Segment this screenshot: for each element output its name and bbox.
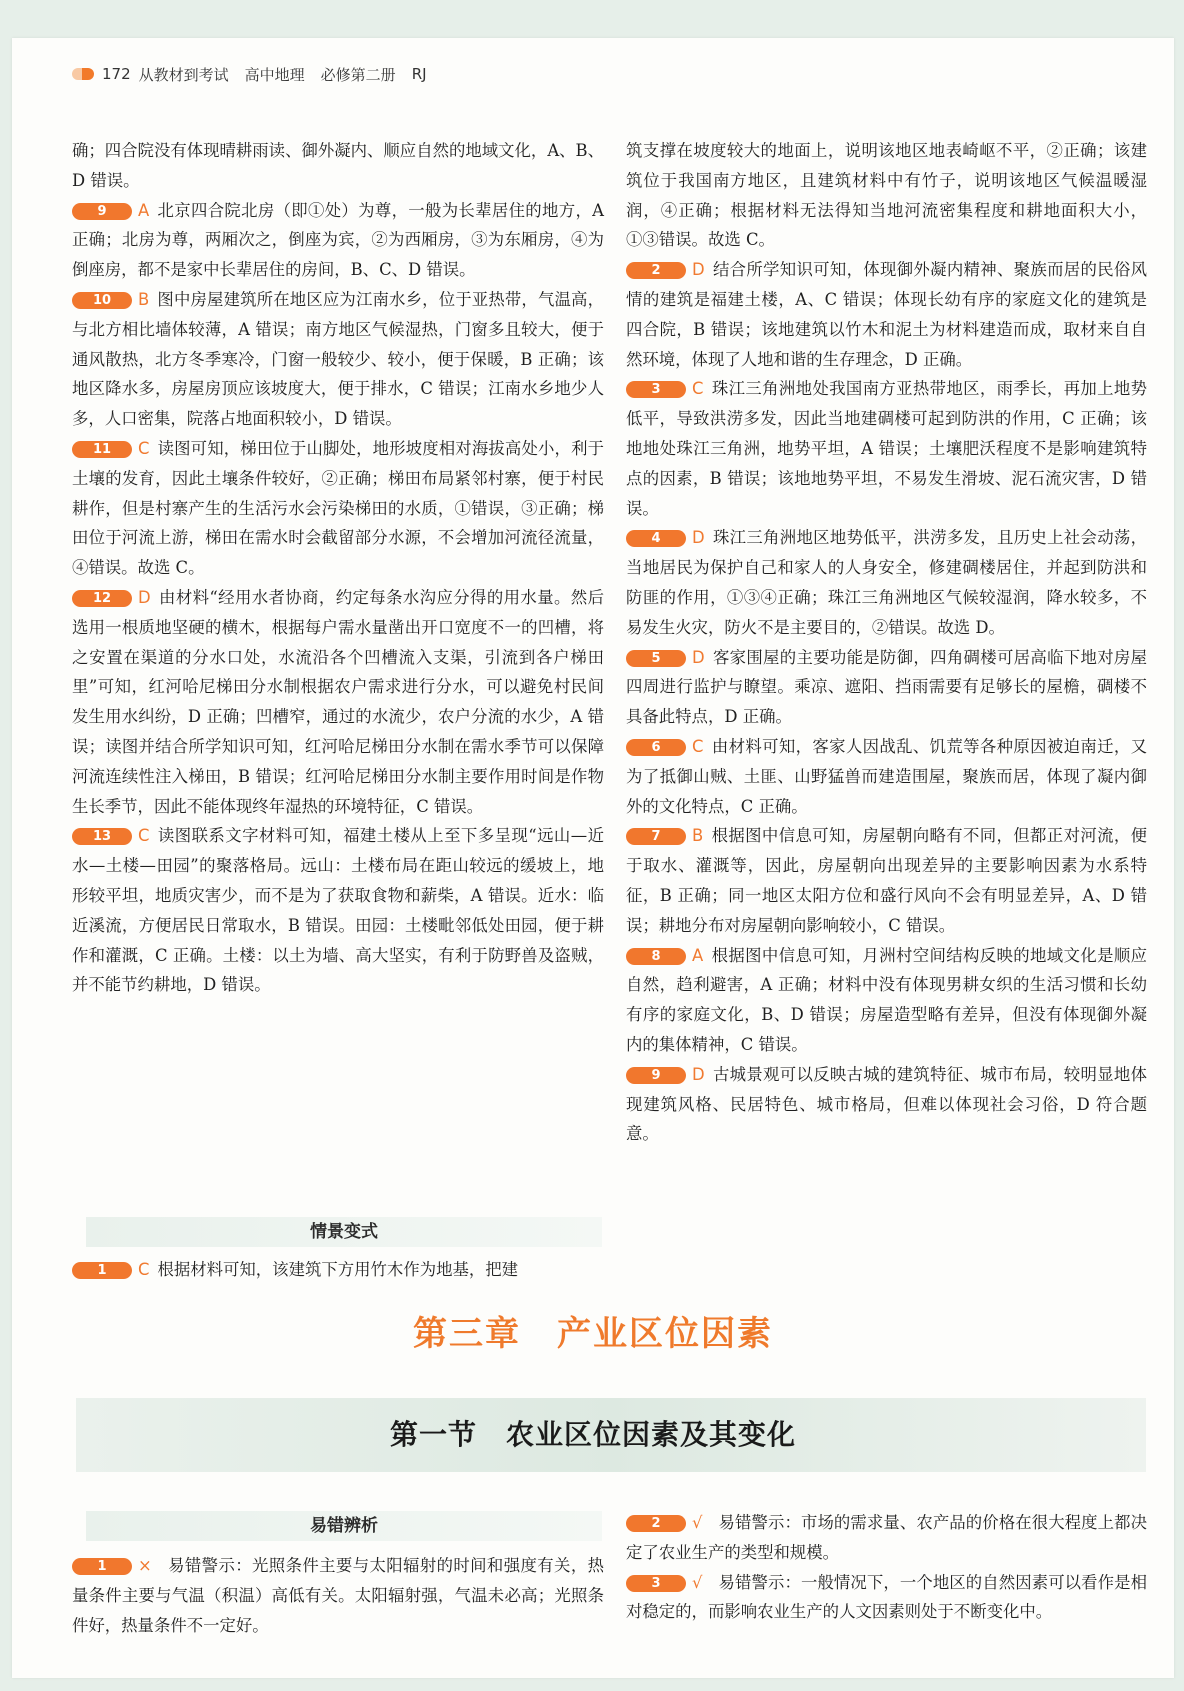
answer-explanation: 古城景观可以反映古城的建筑特征、城市布局，较明显地体现建筑风格、民居特色、城市格局，但难以体现社会习俗，D 符合题意。 xyxy=(626,1064,1147,1144)
error-entry xyxy=(72,1551,604,1640)
answer-explanation: 客家围屋的主要功能是防御，四角碉楼可居高临下地对房屋四周进行监护与瞭望。乘凉、遮阳、挡雨需要有足够长的屋檐，碉楼不具备此特点，D 正确。 xyxy=(626,647,1147,727)
answer-letter: C xyxy=(692,736,704,756)
question-number-badge: 4 xyxy=(626,530,686,547)
question-number-badge: 13 xyxy=(72,828,132,845)
question-number-badge: 6 xyxy=(626,739,686,756)
question-number-badge: 9 xyxy=(72,203,132,220)
question-number-badge: 3 xyxy=(626,1575,686,1592)
question-number-badge: 8 xyxy=(626,948,686,965)
answer-explanation: 根据材料可知，该建筑下方用竹木作为地基，把建 xyxy=(157,1260,519,1279)
answer-explanation: 结合所学知识可知，体现御外凝内精神、聚族而居的民俗风情的建筑是福建土楼，A、C 错误；体现长幼有序的家庭文化的建筑是四合院，B 错误；该地建筑以竹木和泥土为材料建造而成，取材来自自然环境，体现了人地和谐的生存理念，D 正确。 xyxy=(626,260,1147,369)
question-number-badge: 7 xyxy=(626,828,686,845)
variant-entry xyxy=(72,1255,604,1285)
error-entry xyxy=(626,1508,1147,1568)
right-intro: 筑支撑在坡度较大的地面上，说明该地区地表崎岖不平，②正确；该建筑位于我国南方地区，且建筑材料中有竹子，说明该地区气候温暖湿润，④正确；根据材料无法得知当地河流密集程度和耕地面积大小，①③错误。故选 C。 xyxy=(626,141,1147,250)
answer-entry xyxy=(626,643,1147,732)
subject-label: 高中地理 xyxy=(244,65,305,84)
answer-explanation: 读图联系文字材料可知，福建土楼从上至下多呈现“远山—近水—土楼—田园”的聚落格局。远山：土楼布局在距山较远的缓坡上，地形较平坦，地质灾害少，而不是为了获取食物和薪柴，A 错误。近水：临近溪流，方便居民日常取水，B 错误。田园：土楼毗邻低处田园，便于耕作和灌溉，C 正确。土楼：以土为墙、高大坚实，有利于防野兽及盗贼，并不能节约耕地，D 错误。 xyxy=(72,826,604,995)
right-column xyxy=(626,136,1147,1149)
answer-letter: C xyxy=(692,379,704,399)
error-analysis-left xyxy=(72,1551,604,1640)
answer-explanation: 根据图中信息可知，月洲村空间结构反映的地域文化是顺应自然，趋利避害，A 正确；材料中没有体现男耕女织的生活习惯和长幼有序的家庭文化，B、D 错误；房屋造型略有差异，但没有体现御外凝内的集体精神，C 错误。 xyxy=(626,945,1147,1054)
answer-entry xyxy=(72,821,604,1000)
answer-letter: B xyxy=(692,826,704,846)
judgement-mark: √ xyxy=(692,1572,703,1592)
error-explanation: 易错警示：光照条件主要与太阳辐射的时间和强度有关，热量条件主要与气温（积温）高低有关。太阳辐射强，气温未必高；光照条件好，热量条件不一定好。 xyxy=(72,1556,604,1635)
answer-explanation: 珠江三角洲地区地势低平，洪涝多发，且历史上社会动荡，当地居民为保护自己和家人的人身安全，修建碉楼居住，并起到防洪和防匪的作用，①③④正确；珠江三角洲地区气候较湿润，降水较多，不易发生火灾，防火不是主要目的，②错误。故选 D。 xyxy=(626,528,1147,637)
answer-explanation: 珠江三角洲地处我国南方亚热带地区，雨季长，再加上地势低平，导致洪涝多发，因此当地建碉楼可起到防洪的作用，C 正确；该地地处珠江三角洲，地势平坦，A 错误；土壤肥沃程度不是影响建筑特点的因素，B 错误；该地地势平坦，不易发生滑坡、泥石流灾害，D 错误。 xyxy=(626,379,1147,518)
answer-letter: D xyxy=(692,1064,705,1084)
answer-explanation: 由材料“经用水者协商，约定每条水沟应分得的用水量。然后选用一根质地坚硬的横木，根据每户需水量凿出开口宽度不一的凹槽，将之安置在渠道的分水口处，水流沿各个凹槽流入支渠，引流到各户梯田里”可知，红河哈尼梯田分水制根据农户需求进行分水，可以避免村民间发生用水纠纷，D 正确；凹槽窄，通过的水流少，农户分流的水少，A 错误；读图并结合所学知识可知，红河哈尼梯田分水制在需水季节可以保障河流连续性注入梯田，B 错误；红河哈尼梯田分水制主要作用时间是作物生长季节，因此不能体现终年湿热的环境特征，C 错误。 xyxy=(72,587,604,816)
judgement-mark: √ xyxy=(692,1513,703,1532)
question-number-badge: 9 xyxy=(626,1067,686,1084)
variant-section-title: 情景变式 xyxy=(86,1217,602,1247)
answer-entry xyxy=(626,255,1147,374)
answer-letter: D xyxy=(138,587,151,607)
left-intro: 确；四合院没有体现晴耕雨读、御外凝内、顺应自然的地域文化，A、B、D 错误。 xyxy=(72,141,604,190)
question-number-badge: 1 xyxy=(72,1558,132,1575)
error-explanation: 易错警示：一般情况下，一个地区的自然因素可以看作是相对稳定的，而影响农业生产的人文因素则处于不断变化中。 xyxy=(626,1572,1147,1622)
answer-letter: A xyxy=(692,945,704,965)
question-number-badge: 5 xyxy=(626,650,686,667)
answer-letter: D xyxy=(692,260,705,280)
answer-letter: D xyxy=(692,528,705,548)
answer-explanation: 读图可知，梯田位于山脚处，地形坡度相对海拔高处小，利于土壤的发育，因此土壤条件较好，②正确；梯田布局紧邻村寨，便于村民耕作，但是村寨产生的生活污水会污染梯田的水质，①错误，③正确；梯田位于河流上游，梯田在需水时会截留部分水源，不会增加河流径流量，④错误。故选 C。 xyxy=(72,438,604,578)
answer-entry xyxy=(626,374,1147,523)
answer-entry xyxy=(72,285,604,434)
answer-explanation: 图中房屋建筑所在地区应为江南水乡，位于亚热带，气温高，与北方相比墙体较薄，A 错误；南方地区气候湿热，门窗多且较大，便于通风散热，北方冬季寒冷，门窗一般较少、较小，便于保暖，B 正确；该地区降水多，房屋房顶应该坡度大，便于排水，C 错误；江南水乡地少人多，人口密集，院落占地面积较小，D 错误。 xyxy=(72,289,604,429)
answer-explanation: 根据图中信息可知，房屋朝向略有不同，但都正对河流，便于取水、灌溉等，因此，房屋朝向出现差异的主要影响因素为水系特征，B 正确；同一地区太阳方位和盛行风向不会有明显差异，A、D 错误；耕地分布对房屋朝向影响较小，C 错误。 xyxy=(626,826,1147,935)
question-number-badge: 2 xyxy=(626,262,686,279)
question-number-badge: 10 xyxy=(72,292,132,309)
answer-letter: D xyxy=(692,647,705,667)
edition-label: RJ xyxy=(411,65,427,83)
answer-letter: C xyxy=(138,826,150,846)
page xyxy=(12,38,1174,1678)
question-number-badge: 3 xyxy=(626,381,686,398)
answer-entry xyxy=(72,434,604,583)
page-header xyxy=(72,62,443,86)
section-title: 第一节 农业区位因素及其变化 xyxy=(389,1418,796,1451)
answer-explanation: 北京四合院北房（即①处）为尊，一般为长辈居住的地方，A 正确；北房为尊，两厢次之，倒座为宾，②为西厢房，③为东厢房，④为倒座房，都不是家中长辈居住的房间，B、C、D 错误。 xyxy=(72,200,604,280)
chapter-title: 第三章 产业区位因素 xyxy=(413,1314,773,1354)
error-entry xyxy=(626,1568,1147,1628)
question-number-badge: 11 xyxy=(72,441,132,458)
left-column xyxy=(72,136,604,1000)
answer-letter: C xyxy=(138,1260,150,1279)
judgement-mark: × xyxy=(138,1556,152,1575)
answer-letter: B xyxy=(138,289,150,309)
volume-label: 必修第二册 xyxy=(320,65,396,84)
answer-entry xyxy=(626,821,1147,940)
question-number-badge: 12 xyxy=(72,590,132,607)
answer-entry xyxy=(626,732,1147,821)
answer-entry xyxy=(626,941,1147,1060)
error-analysis-title: 易错辨析 xyxy=(86,1511,602,1541)
answer-entry xyxy=(626,1060,1147,1149)
answer-entry xyxy=(626,523,1147,642)
answer-explanation: 由材料可知，客家人因战乱、饥荒等各种原因被迫南迁，又为了抵御山贼、土匪、山野猛兽而建造围屋，聚族而居，体现了凝内御外的文化特点，C 正确。 xyxy=(626,736,1147,816)
page-number: 172 xyxy=(102,65,131,83)
answer-letter: A xyxy=(138,200,150,220)
error-analysis-right xyxy=(626,1508,1147,1627)
error-explanation: 易错警示：市场的需求量、农产品的价格在很大程度上都决定了农业生产的类型和规模。 xyxy=(626,1513,1147,1562)
answer-letter: C xyxy=(138,438,150,458)
answer-entry xyxy=(72,196,604,285)
question-number-badge: 1 xyxy=(72,1262,132,1279)
question-number-badge: 2 xyxy=(626,1515,686,1532)
answer-entry xyxy=(72,583,604,821)
header-dot-icon xyxy=(72,68,94,80)
book-title: 从教材到考试 xyxy=(138,65,229,84)
